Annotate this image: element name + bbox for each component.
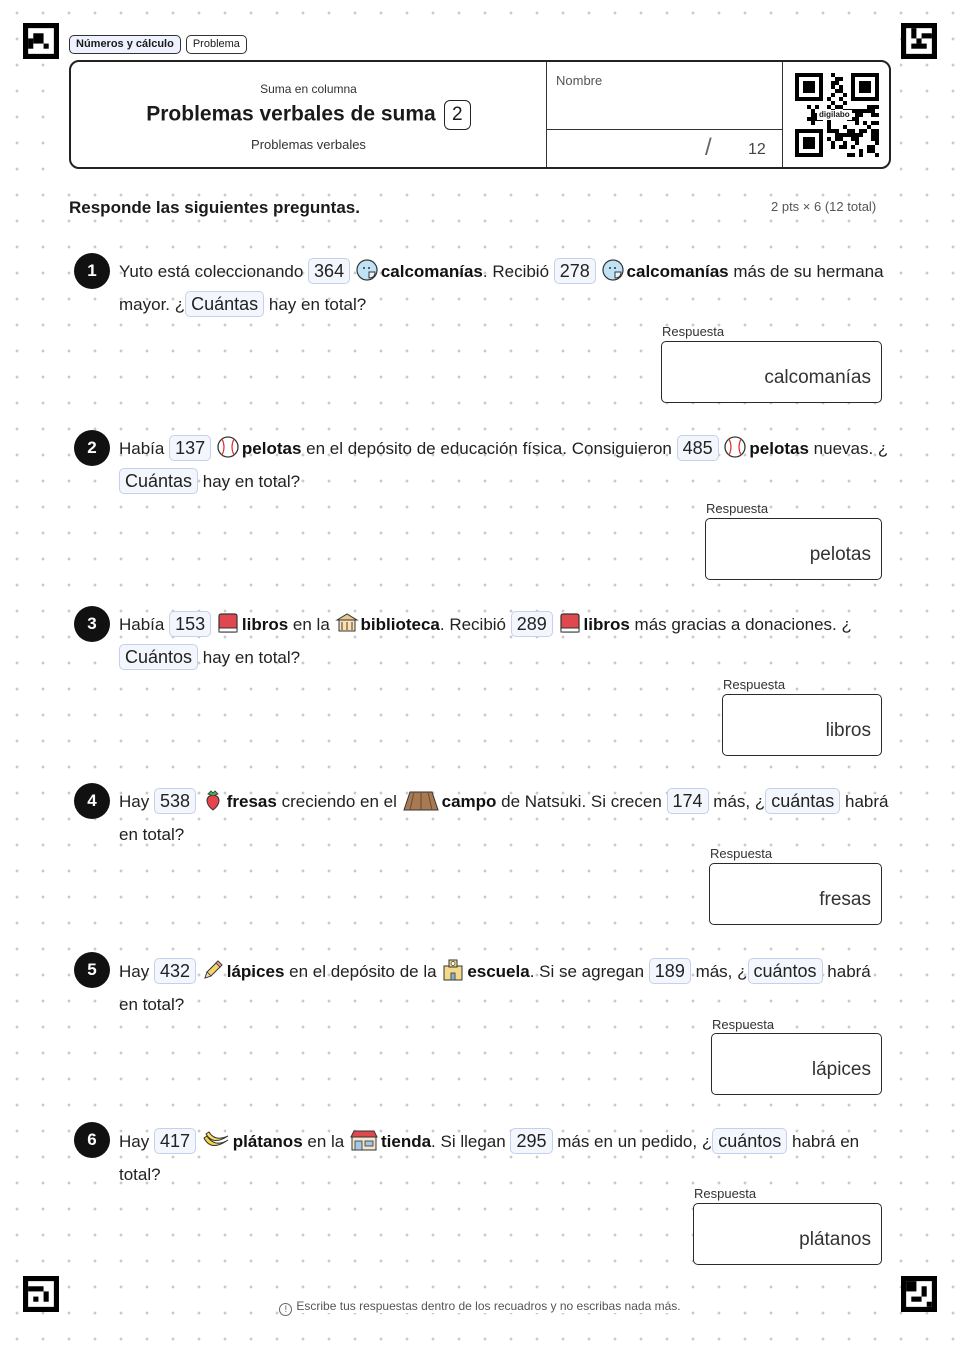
qr-label: digilabo bbox=[819, 110, 850, 119]
number-box: 364 bbox=[308, 258, 350, 284]
sticker-icon bbox=[355, 258, 379, 282]
category-tag: Números y cálculo bbox=[69, 35, 181, 54]
header-subtitle: Suma en columna bbox=[260, 82, 357, 96]
library-icon bbox=[335, 611, 359, 635]
answer-label: Respuesta bbox=[706, 501, 769, 516]
instructions: Responde las siguientes preguntas. bbox=[69, 198, 360, 217]
text-segment: Hay bbox=[119, 792, 150, 811]
question-word-box: Cuántos bbox=[119, 644, 198, 670]
answer-label: Respuesta bbox=[723, 677, 786, 692]
number-box: 485 bbox=[677, 435, 719, 461]
question-text bbox=[119, 1125, 894, 1191]
text-segment: más, ¿ bbox=[708, 792, 766, 811]
tags bbox=[69, 35, 247, 54]
text-segment: más en un pedido, ¿ bbox=[552, 1132, 713, 1151]
text-segment: habrá en total? bbox=[119, 792, 889, 844]
baseball-icon bbox=[723, 435, 747, 459]
pencil-icon bbox=[201, 958, 225, 982]
keyword: calcomanías bbox=[626, 262, 729, 281]
store-icon bbox=[349, 1128, 379, 1152]
number-box: 432 bbox=[154, 958, 196, 984]
keyword: campo bbox=[441, 792, 497, 811]
keyword: fresas bbox=[226, 792, 277, 811]
answer-label: Respuesta bbox=[662, 324, 725, 339]
strawberry-icon bbox=[201, 788, 225, 812]
answer-unit: lápices bbox=[811, 1059, 871, 1080]
answer-box[interactable] bbox=[705, 518, 882, 580]
keyword: biblioteca bbox=[360, 615, 440, 634]
points-info: 2 pts × 6 (12 total) bbox=[771, 199, 877, 214]
keyword: lápices bbox=[226, 962, 285, 981]
title-block bbox=[71, 62, 546, 167]
text-segment: habrá en total? bbox=[119, 1132, 860, 1184]
keyword: libros bbox=[583, 615, 630, 634]
question-text bbox=[119, 785, 894, 851]
baseball-icon bbox=[216, 435, 240, 459]
score-separator: / bbox=[705, 134, 712, 161]
question-text bbox=[119, 955, 894, 1021]
text-segment: en la bbox=[288, 615, 330, 634]
question-text bbox=[119, 432, 894, 498]
info-icon: ! bbox=[279, 1303, 292, 1316]
answer-box[interactable] bbox=[661, 341, 882, 403]
answer-label: Respuesta bbox=[710, 846, 773, 861]
question-number: 1 bbox=[74, 253, 110, 289]
score-field[interactable] bbox=[546, 130, 782, 168]
text-segment: . Recibió bbox=[439, 615, 507, 634]
text-segment: . Si se agregan bbox=[529, 962, 645, 981]
text-segment: Hay bbox=[119, 962, 150, 981]
text-segment: en el depósito de la bbox=[284, 962, 437, 981]
answer-label: Respuesta bbox=[694, 1186, 757, 1201]
field-icon bbox=[402, 788, 440, 812]
sticker-icon bbox=[601, 258, 625, 282]
keyword: calcomanías bbox=[380, 262, 483, 281]
number-box: 289 bbox=[511, 611, 553, 637]
number-box: 189 bbox=[649, 958, 691, 984]
worksheet-header bbox=[69, 60, 891, 169]
question-number: 6 bbox=[74, 1122, 110, 1158]
answer-box[interactable] bbox=[693, 1203, 882, 1265]
book-icon bbox=[216, 611, 240, 635]
number-box: 137 bbox=[169, 435, 211, 461]
answer-unit: calcomanías bbox=[764, 367, 871, 388]
banana-icon bbox=[201, 1128, 231, 1152]
school-icon bbox=[441, 958, 465, 982]
question-number: 3 bbox=[74, 606, 110, 642]
book-icon bbox=[558, 611, 582, 635]
question-number: 4 bbox=[74, 783, 110, 819]
question-text bbox=[119, 255, 894, 321]
keyword: pelotas bbox=[749, 439, 809, 458]
text-segment: Había bbox=[119, 439, 165, 458]
text-segment: hay en total? bbox=[198, 472, 301, 491]
page-title bbox=[71, 100, 546, 130]
text-segment: Había bbox=[119, 615, 165, 634]
keyword: libros bbox=[241, 615, 289, 634]
question-text bbox=[119, 608, 894, 674]
question-word-box: cuántos bbox=[748, 958, 823, 984]
text-segment: hay en total? bbox=[264, 295, 367, 314]
text-segment: . Recibió bbox=[482, 262, 550, 281]
question-word-box: Cuántas bbox=[119, 468, 198, 494]
answer-unit: fresas bbox=[819, 889, 871, 910]
header-topic: Problemas verbales bbox=[251, 137, 366, 152]
answer-unit: pelotas bbox=[809, 544, 871, 565]
answer-box[interactable] bbox=[711, 1033, 882, 1095]
text-segment: habrá en total? bbox=[119, 962, 871, 1014]
text-segment: . Si llegan bbox=[431, 1132, 506, 1151]
registration-marker-top-left bbox=[23, 23, 59, 59]
text-segment: hay en total? bbox=[198, 648, 301, 667]
number-box: 153 bbox=[169, 611, 211, 637]
answer-label: Respuesta bbox=[712, 1017, 775, 1032]
keyword: pelotas bbox=[241, 439, 302, 458]
text-segment: nuevas. ¿ bbox=[808, 439, 889, 458]
score-total: 12 bbox=[748, 141, 766, 158]
answer-unit: plátanos bbox=[799, 1229, 871, 1250]
name-field[interactable] bbox=[546, 62, 782, 130]
question-word-box: cuántas bbox=[765, 788, 840, 814]
text-segment: en el depósito de educación física. Consiguieron bbox=[301, 439, 672, 458]
number-box: 174 bbox=[667, 788, 709, 814]
keyword: escuela bbox=[467, 962, 530, 981]
name-label: Nombre bbox=[556, 73, 603, 88]
answer-unit: libros bbox=[825, 720, 871, 741]
answer-box[interactable] bbox=[722, 694, 882, 756]
text-segment: creciendo en el bbox=[276, 792, 397, 811]
keyword: plátanos bbox=[232, 1132, 303, 1151]
qr-code-area bbox=[782, 62, 891, 168]
number-box: 278 bbox=[554, 258, 596, 284]
type-tag: Problema bbox=[186, 35, 247, 54]
footer-note bbox=[0, 1299, 960, 1316]
number-box: 538 bbox=[154, 788, 196, 814]
text-segment: más gracias a donaciones. ¿ bbox=[629, 615, 852, 634]
answer-box[interactable] bbox=[709, 863, 882, 925]
keyword: tienda bbox=[380, 1132, 432, 1151]
worksheet-number-badge: 2 bbox=[444, 100, 471, 130]
question-word-box: cuántos bbox=[712, 1128, 787, 1154]
question-word-box: Cuántas bbox=[185, 291, 264, 317]
question-number: 5 bbox=[74, 952, 110, 988]
text-segment: más de su hermana mayor. ¿ bbox=[119, 262, 884, 314]
text-segment: de Natsuki. Si crecen bbox=[496, 792, 662, 811]
question-number: 2 bbox=[74, 430, 110, 466]
footer-text: Escribe tus respuestas dentro de los recuadros y no escribas nada más. bbox=[296, 1299, 681, 1313]
number-box: 295 bbox=[510, 1128, 552, 1154]
text-segment: en la bbox=[302, 1132, 345, 1151]
page-title-text: Problemas verbales de suma bbox=[146, 102, 436, 126]
text-segment: Yuto está coleccionando bbox=[119, 262, 304, 281]
number-box: 417 bbox=[154, 1128, 196, 1154]
text-segment: Hay bbox=[119, 1132, 150, 1151]
text-segment: más, ¿ bbox=[690, 962, 748, 981]
registration-marker-top-right bbox=[901, 23, 937, 59]
